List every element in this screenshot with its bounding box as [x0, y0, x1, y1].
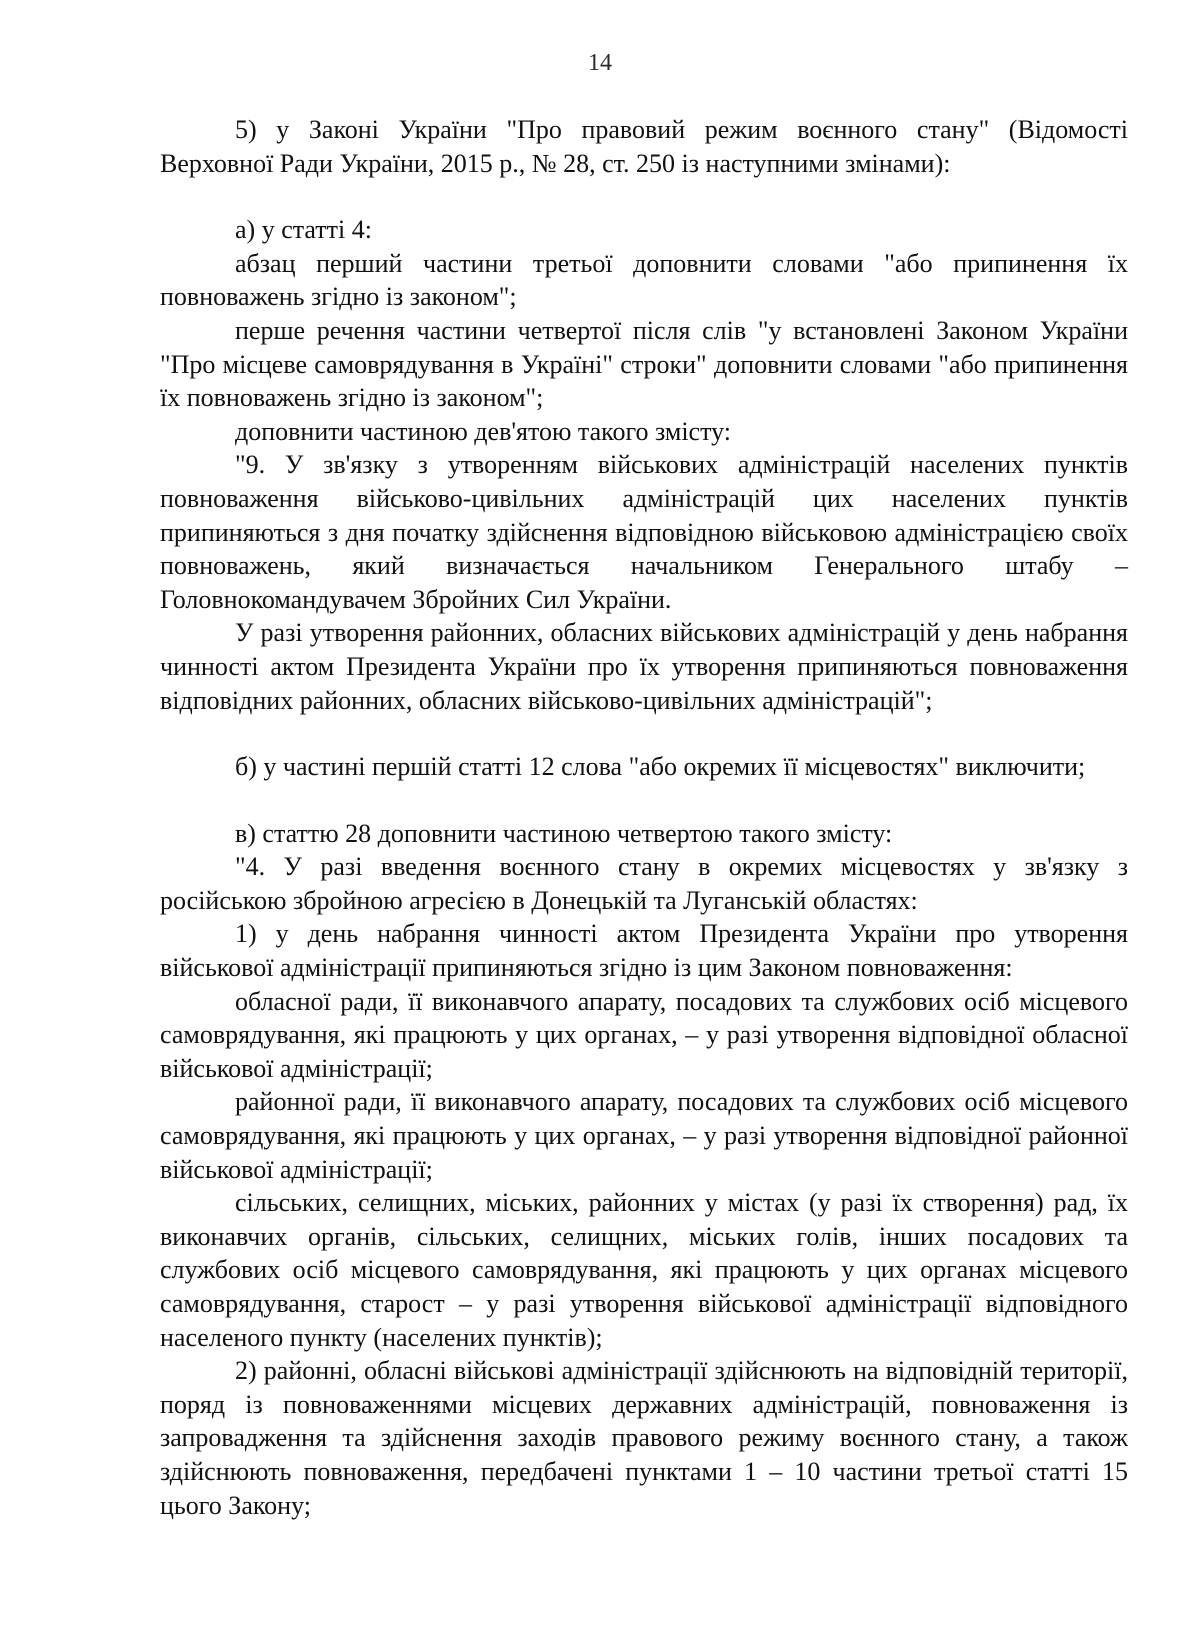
paragraph-point-2: 2) районні, обласні військові адміністрації здійснюють на відповідній території, поряд із повноваженнями місцевих державних адміністрацій, повноваження із запровадження та здійснення заходів правового режиму воєнного стану, а також здійснюють повноваження, передбачені пунктами 1 – 10 частини третьої статті 15 цього Закону; — [160, 1356, 1128, 1520]
paragraph-quoted-part-9: "9. У зв'язку з утворенням військових адміністрацій населених пунктів повноваження військово-цивільних адміністрацій цих населених пунктів припиняються з дня початку здійснення відповідною військовою адміністрацією своїх повноважень, який визначається начальником Генерального штабу – Головнокомандувачем Збройних Сил України. — [160, 450, 1128, 614]
paragraph-subitem-v: в) статтю 28 доповнити частиною четвертою такого змісту: — [235, 818, 893, 848]
paragraph-subitem-b: б) у частині першій статті 12 слова "або окремих її місцевостях" виключити; — [235, 752, 1086, 782]
paragraph-list-item: обласної ради, її виконавчого апарату, посадових та службових осіб місцевого самоврядування, які працюють у цих органах, – у разі утворення відповідної обласної військової адміністрації; — [160, 986, 1128, 1083]
page-number: 14 — [588, 50, 612, 76]
paragraph-amendment: абзац перший частини третьої доповнити словами "або припинення їх повноважень згідно із законом"; — [160, 248, 1128, 312]
paragraph-subitem-a: а) у статті 4: — [235, 215, 372, 245]
paragraph-quoted-part-4: "4. У разі введення воєнного стану в окремих місцевостях у зв'язку з російською збройною агресією в Донецькій та Луганській областях: — [160, 852, 1128, 915]
paragraph-item-5: 5) у Законі України "Про правовий режим воєнного стану" (Відомості Верховної Ради України, 2015 р., № 28, ст. 250 із наступними змінами): — [160, 115, 1128, 178]
paragraph-quoted-text: У разі утворення районних, обласних військових адміністрацій у день набрання чинності актом Президента України про їх утворення припиняються повноваження відповідних районних, обласних військово-цивільних адміністрацій"; — [160, 618, 1128, 715]
paragraph-amendment: перше речення частини четвертої після слів "у встановлені Законом України "Про місцеве самоврядування в Україні" строки" доповнити словами "або припинення їх повноважень згідно із законом"; — [160, 315, 1128, 413]
paragraph-list-item: районної ради, її виконавчого апарату, посадових та службових осіб місцевого самоврядування, які працюють у цих органах, – у разі утворення відповідної районної військової адміністрації; — [160, 1087, 1128, 1184]
paragraph-amendment: доповнити частиною дев'ятою такого змісту: — [235, 416, 731, 446]
document-body — [160, 113, 1128, 1522]
paragraph-point-1: 1) у день набрання чинності актом Президента України про утворення військової адміністрації припиняються згідно із цим Законом повноваження: — [160, 919, 1128, 983]
paragraph-list-item: сільських, селищних, міських, районних у містах (у разі їх створення) рад, їх виконавчих органів, сільських, селищних, міських голів, інших посадових та службових осіб місцевого самоврядування, які працюють у цих органах місцевого самоврядування, старост – у разі утворення військової адміністрації відповідного населеного пункту (населених пунктів); — [160, 1188, 1128, 1352]
